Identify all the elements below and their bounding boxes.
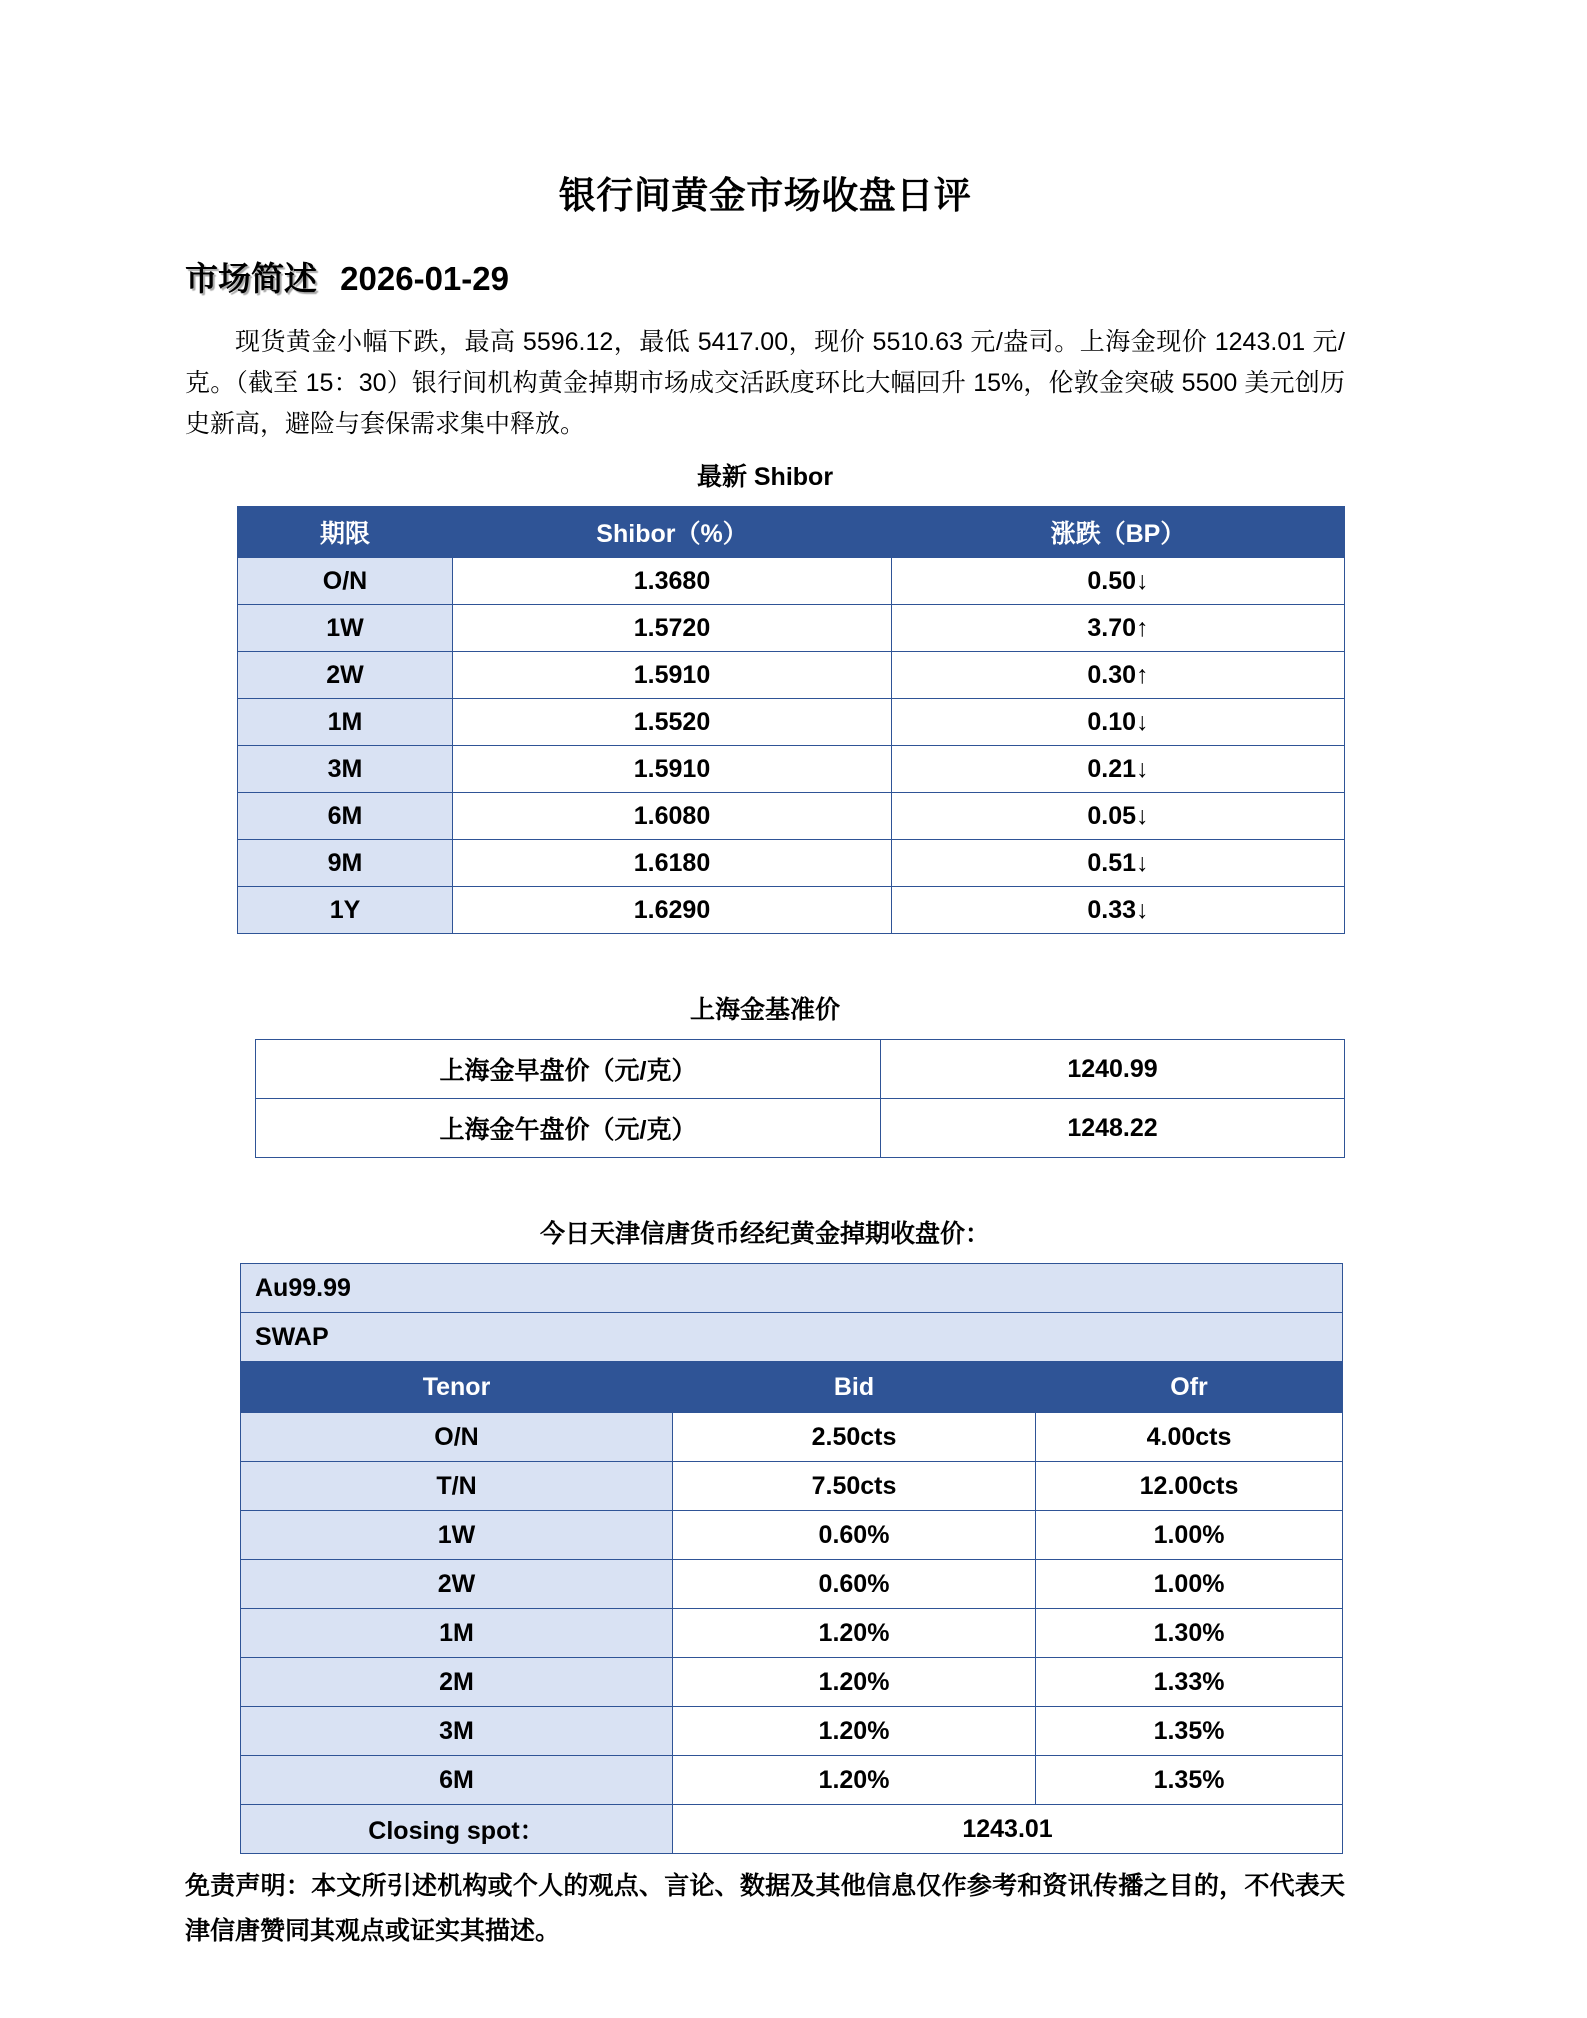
- swap-ofr-cell: 4.00cts: [1036, 1413, 1343, 1462]
- shibor-rate-cell: 1.5910: [453, 652, 892, 699]
- shibor-tenor-cell: 3M: [238, 746, 453, 793]
- swap-tenor-cell: 3M: [241, 1707, 673, 1756]
- table-row: [238, 840, 1345, 887]
- swap-instrument-cell: Au99.99: [241, 1264, 1343, 1313]
- spacer: [185, 934, 1345, 990]
- shibor-rate-cell: 1.5520: [453, 699, 892, 746]
- table-row: [238, 793, 1345, 840]
- benchmark-value-cell: 1248.22: [881, 1099, 1345, 1158]
- shibor-header-tenor: 期限: [238, 507, 453, 558]
- table-row: [241, 1756, 1343, 1805]
- swap-bid-cell: 2.50cts: [673, 1413, 1036, 1462]
- shibor-table-title: 最新 Shibor: [696, 463, 834, 491]
- page-title: 银行间黄金市场收盘日评: [558, 175, 972, 216]
- closing-spot-row: [241, 1805, 1343, 1854]
- document-content: [185, 165, 1345, 1954]
- shibor-header-row: [238, 507, 1345, 558]
- table-row: [241, 1609, 1343, 1658]
- swap-tenor-cell: O/N: [241, 1413, 673, 1462]
- market-summary-paragraph: 现货黄金小幅下跌，最高 5596.12，最低 5417.00，现价 5510.63 元/盎司。上海金现价 1243.01 元/克。（截至 15：30）银行间机构黄金掉期市场成交活跃度环比大幅回升 15%，伦敦金突破 5500 美元创历史新高，避险与套保需求集中释放。: [185, 328, 1345, 438]
- shibor-tenor-cell: O/N: [238, 558, 453, 605]
- shibor-tenor-cell: 1Y: [238, 887, 453, 934]
- swap-table: [240, 1263, 1343, 1854]
- table-row: [241, 1511, 1343, 1560]
- shibor-tenor-cell: 6M: [238, 793, 453, 840]
- shibor-header-change: 涨跌（BP）: [892, 507, 1345, 558]
- swap-ofr-cell: 12.00cts: [1036, 1462, 1343, 1511]
- swap-tenor-cell: 6M: [241, 1756, 673, 1805]
- shibor-tenor-cell: 9M: [238, 840, 453, 887]
- shibor-rate-cell: 1.6180: [453, 840, 892, 887]
- swap-bid-cell: 0.60%: [673, 1560, 1036, 1609]
- closing-spot-value: 1243.01: [673, 1805, 1343, 1854]
- swap-header-tenor: Tenor: [241, 1362, 673, 1413]
- table-row: [241, 1707, 1343, 1756]
- spacer: [185, 1158, 1345, 1214]
- table-row: [238, 887, 1345, 934]
- table-row: [241, 1462, 1343, 1511]
- swap-ofr-cell: 1.35%: [1036, 1756, 1343, 1805]
- swap-tenor-cell: 2M: [241, 1658, 673, 1707]
- swap-product-cell: SWAP: [241, 1313, 1343, 1362]
- disclaimer-text: 免责声明：本文所引述机构或个人的观点、言论、数据及其他信息仅作参考和资讯传播之目的，不代表天津信唐赞同其观点或证实其描述。: [185, 1872, 1345, 1945]
- benchmark-label-cell: 上海金午盘价（元/克）: [256, 1099, 881, 1158]
- shibor-change-cell: 0.51↓: [892, 840, 1345, 887]
- swap-header-bid: Bid: [673, 1362, 1036, 1413]
- shibor-change-cell: 0.05↓: [892, 793, 1345, 840]
- swap-bid-cell: 1.20%: [673, 1609, 1036, 1658]
- table-row: [238, 652, 1345, 699]
- swap-bid-cell: 7.50cts: [673, 1462, 1036, 1511]
- shibor-rate-cell: 1.5910: [453, 746, 892, 793]
- section-date: 2026-01-29: [340, 260, 509, 297]
- swap-tenor-cell: 1M: [241, 1609, 673, 1658]
- swap-ofr-cell: 1.00%: [1036, 1511, 1343, 1560]
- swap-bid-cell: 1.20%: [673, 1707, 1036, 1756]
- shibor-change-cell: 3.70↑: [892, 605, 1345, 652]
- shibor-tenor-cell: 1M: [238, 699, 453, 746]
- shibor-change-cell: 0.21↓: [892, 746, 1345, 793]
- section-heading-row: [185, 253, 1345, 300]
- swap-tenor-cell: 1W: [241, 1511, 673, 1560]
- shibor-rate-cell: 1.6290: [453, 887, 892, 934]
- swap-ofr-cell: 1.30%: [1036, 1609, 1343, 1658]
- shibor-tenor-cell: 2W: [238, 652, 453, 699]
- swap-ofr-cell: 1.00%: [1036, 1560, 1343, 1609]
- shibor-change-cell: 0.33↓: [892, 887, 1345, 934]
- swap-ofr-cell: 1.35%: [1036, 1707, 1343, 1756]
- table-row: [241, 1658, 1343, 1707]
- swap-header-row: [241, 1362, 1343, 1413]
- shibor-table: [237, 506, 1345, 934]
- swap-ofr-cell: 1.33%: [1036, 1658, 1343, 1707]
- table-row: [241, 1264, 1343, 1313]
- shibor-change-cell: 0.30↑: [892, 652, 1345, 699]
- shibor-rate-cell: 1.5720: [453, 605, 892, 652]
- table-row: [256, 1040, 1345, 1099]
- swap-table-title: 今日天津信唐货币经纪黄金掉期收盘价：: [539, 1220, 990, 1248]
- shibor-change-cell: 0.10↓: [892, 699, 1345, 746]
- table-row: [238, 558, 1345, 605]
- section-heading: 市场简述: [185, 260, 317, 297]
- swap-tenor-cell: T/N: [241, 1462, 673, 1511]
- benchmark-label-cell: 上海金早盘价（元/克）: [256, 1040, 881, 1099]
- shibor-tenor-cell: 1W: [238, 605, 453, 652]
- closing-spot-label: Closing spot：: [241, 1805, 673, 1854]
- shibor-rate-cell: 1.3680: [453, 558, 892, 605]
- benchmark-value-cell: 1240.99: [881, 1040, 1345, 1099]
- swap-bid-cell: 0.60%: [673, 1511, 1036, 1560]
- swap-header-ofr: Ofr: [1036, 1362, 1343, 1413]
- table-row: [238, 605, 1345, 652]
- table-row: [238, 746, 1345, 793]
- shibor-header-rate: Shibor（%）: [453, 507, 892, 558]
- swap-bid-cell: 1.20%: [673, 1756, 1036, 1805]
- table-row: [241, 1413, 1343, 1462]
- table-row: [256, 1099, 1345, 1158]
- swap-tenor-cell: 2W: [241, 1560, 673, 1609]
- benchmark-table: [255, 1039, 1345, 1158]
- shibor-rate-cell: 1.6080: [453, 793, 892, 840]
- table-row: [238, 699, 1345, 746]
- table-row: [241, 1313, 1343, 1362]
- table-row: [241, 1560, 1343, 1609]
- swap-bid-cell: 1.20%: [673, 1658, 1036, 1707]
- benchmark-table-title: 上海金基准价: [689, 996, 840, 1024]
- shibor-change-cell: 0.50↓: [892, 558, 1345, 605]
